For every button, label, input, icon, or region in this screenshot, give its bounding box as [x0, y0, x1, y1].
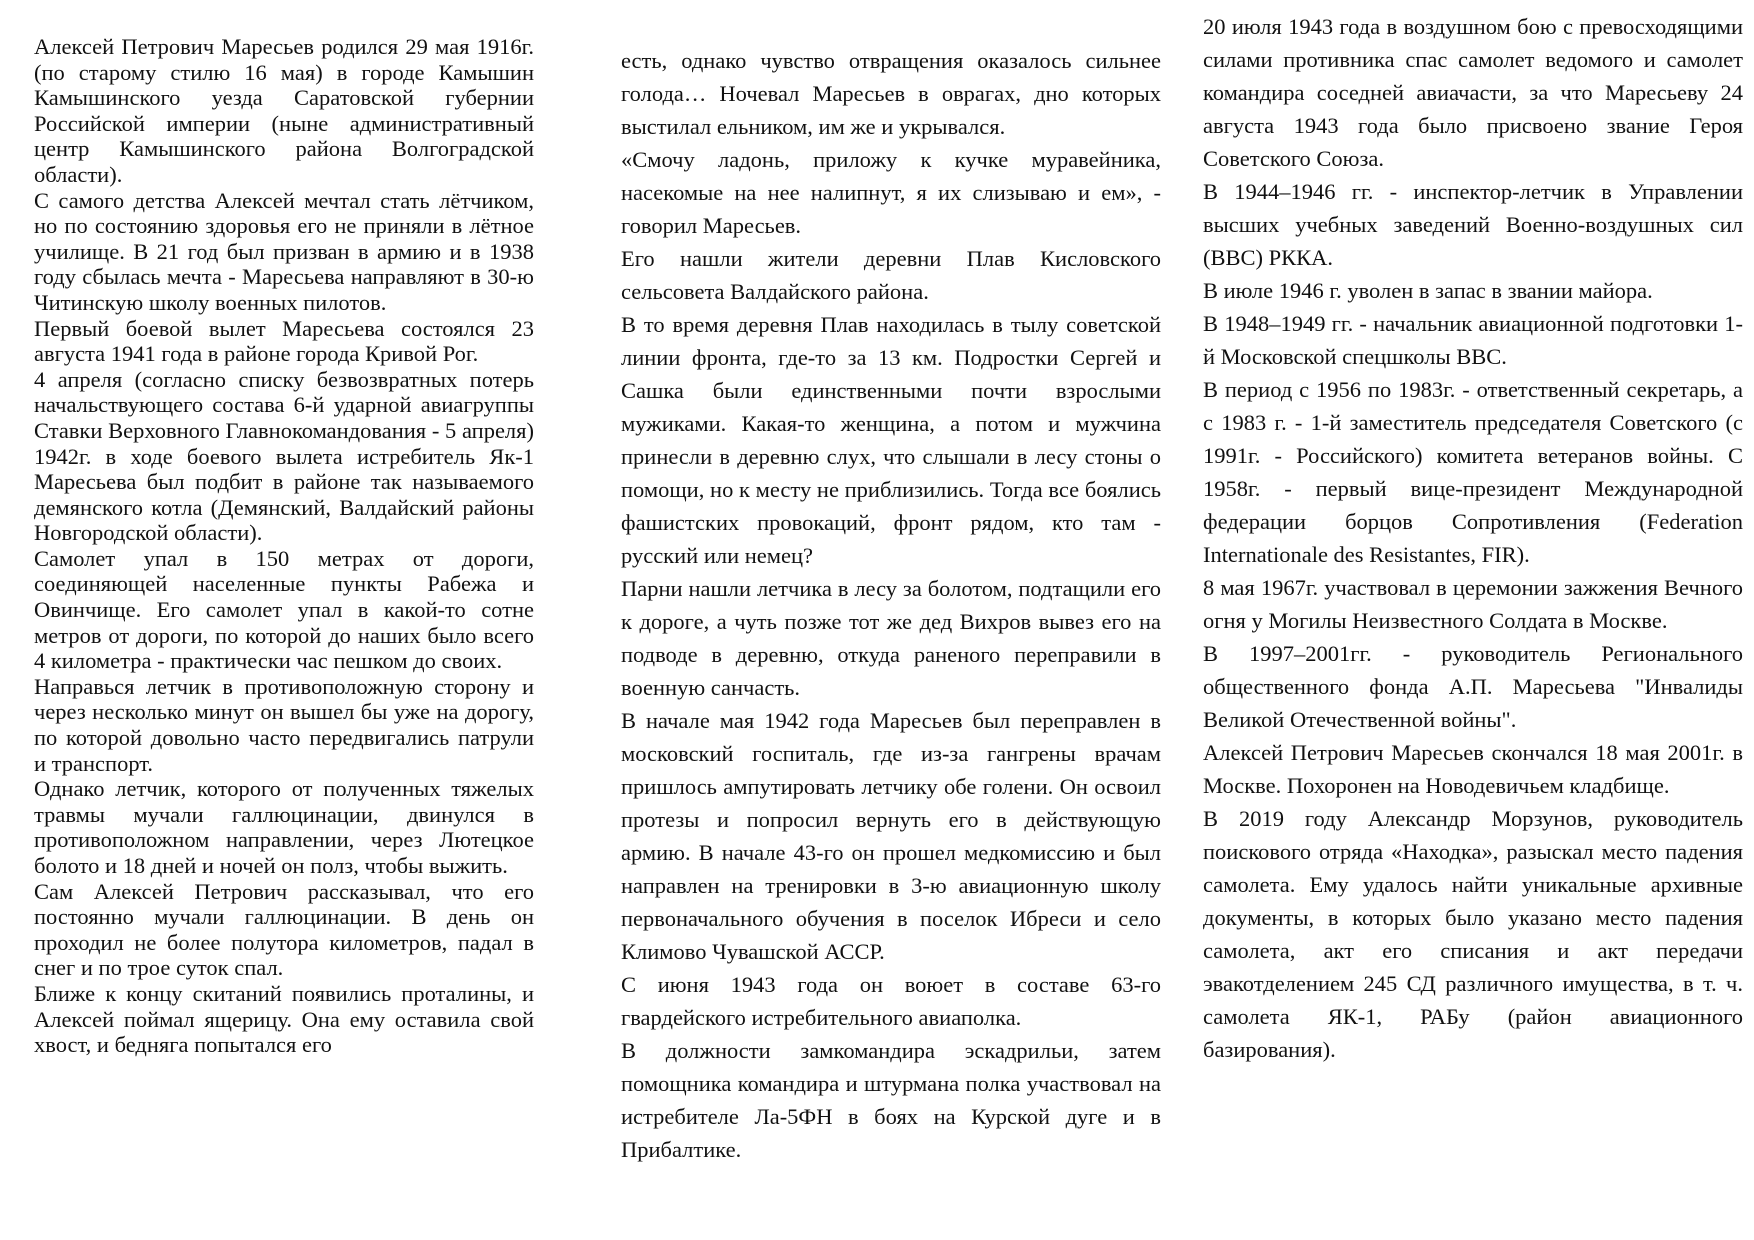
paragraph: В 2019 году Александр Морзунов, руководитель поискового отряда «Находка», разыскал место падения самолета. Ему удалось найти уникальные архивные документы, в которых было указано место падения самолета, акт его списания и акт передачи эвакотделением 245 СД различного имущества, в т. ч. самолета ЯК-1, РАБу (район авиационного базирования). [1203, 806, 1743, 1062]
paragraph: В 1997–2001гг. - руководитель Регионального общественного фонда А.П. Маресьева "Инвалиды Великой Отечественной войны". [1203, 641, 1743, 732]
text-column-3 [1203, 10, 1743, 1066]
paragraph: Первый боевой вылет Маресьева состоялся 23 августа 1941 года в районе города Кривой Рог. [34, 315, 534, 367]
paragraph: 8 мая 1967г. участвовал в церемонии зажжения Вечного огня у Могилы Неизвестного Солдата в Москве. [1203, 575, 1743, 633]
paragraph: Самолет упал в 150 метрах от дороги, соединяющей населенные пункты Рабежа и Овинчище. Его самолет упал в какой-то сотне метров от дороги, по которой до наших было всего 4 километра - практически час пешком до своих. [34, 545, 534, 674]
text-column-2 [621, 44, 1161, 1166]
paragraph: В начале мая 1942 года Маресьев был переправлен в московский госпиталь, где из-за гангрены врачам пришлось ампутировать летчику обе голени. Он освоил протезы и попросил вернуть его в действующую армию. В начале 43-го он прошел медкомиссию и был направлен на тренировки в 3-ю авиационную школу первоначального обучения в поселок Ибреси и село Климово Чувашской АССР. [621, 708, 1161, 964]
paragraph: Однако летчик, которого от полученных тяжелых травмы мучали галлюцинации, двинулся в противоположном направлении, через Лютецкое болото и 18 дней и ночей он полз, чтобы выжить. [34, 776, 534, 878]
paragraph: есть, однако чувство отвращения оказалось сильнее голода… Ночевал Маресьев в оврагах, дно которых выстилал ельником, им же и укрывался. [621, 48, 1161, 139]
paragraph: В июле 1946 г. уволен в запас в звании майора. [1203, 278, 1653, 303]
paragraph: В 1944–1946 гг. - инспектор-летчик в Управлении высших учебных заведений Военно-воздушных сил (ВВС) РККА. [1203, 179, 1743, 270]
paragraph: Сам Алексей Петрович рассказывал, что его постоянно мучали галлюцинации. В день он проходил не более полутора километров, падал в снег и по трое суток спал. [34, 878, 534, 981]
paragraph: Алексей Петрович Маресьев скончался 18 мая 2001г. в Москве. Похоронен на Новодевичьем кладбище. [1203, 740, 1743, 798]
paragraph: 4 апреля (согласно списку безвозвратных потерь начальствующего состава 6-й ударной авиагруппы Ставки Верховного Главнокомандования - 5 апреля) 1942г. в ходе боевого вылета истребитель Як-1 Маресьева был подбит в районе так называемого демянского котла (Демянский, Валдайский районы Новгородской области). [34, 366, 534, 546]
paragraph: В должности замкомандира эскадрильи, затем помощника командира и штурмана полка участвовал на истребителе Ла-5ФН в боях на Курской дуге и в Прибалтике. [621, 1038, 1161, 1162]
paragraph: Парни нашли летчика в лесу за болотом, подтащили его к дороге, а чуть позже тот же дед Вихров вывез его на подводе в деревню, откуда раненого переправили в военную санчасть. [621, 576, 1161, 700]
paragraph: В то время деревня Плав находилась в тылу советской линии фронта, где-то за 13 км. Подростки Сергей и Сашка были единственными почти взрослыми мужиками. Какая-то женщина, а потом и мужчина принесли в деревню слух, что слышали в лесу стоны о помощи, но к месту не приблизились. Тогда все боялись фашистских провокаций, фронт рядом, кто там - русский или немец? [621, 312, 1161, 568]
paragraph: В период с 1956 по 1983г. - ответственный секретарь, а с 1983 г. - 1-й заместитель председателя Советского (с 1991г. - Российского) комитета ветеранов войны. С 1958г. - первый вице-президент Международной федерации борцов Сопротивления (Federation Internationale des Resistantes, FIR). [1203, 377, 1743, 567]
paragraph: Ближе к концу скитаний появились проталины, и Алексей поймал ящерицу. Она ему оставила свой хвост, и бедняга попытался его [34, 980, 534, 1058]
text-column-1 [34, 34, 534, 1058]
paragraph: В 1948–1949 гг. - начальник авиационной подготовки 1-й Московской спецшколы ВВС. [1203, 311, 1743, 369]
paragraph: Направься летчик в противоположную сторону и через несколько минут он вышел бы уже на дорогу, по которой довольно часто передвигались патрули и транспорт. [34, 673, 534, 776]
paragraph: 20 июля 1943 года в воздушном бою с превосходящими силами противника спас самолет ведомого и самолет командира соседней авиачасти, за что Маресьеву 24 августа 1943 года было присвоено звание Героя Советского Союза. [1203, 14, 1743, 171]
paragraph: Его нашли жители деревни Плав Кисловского сельсовета Валдайского района. [621, 246, 1161, 304]
paragraph: Алексей Петрович Маресьев родился 29 мая 1916г. (по старому стилю 16 мая) в городе Камышин Камышинского уезда Саратовской губернии Российской империи (ныне административный центр Камышинского района Волгоградской области). [34, 34, 534, 187]
paragraph: С самого детства Алексей мечтал стать лётчиком, но по состоянию здоровья его не приняли в лётное училище. В 21 год был призван в армию и в 1938 году сбылась мечта - Маресьева направляют в 30-ю Читинскую школу военных пилотов. [34, 187, 534, 315]
paragraph: С июня 1943 года он воюет в составе 63-го гвардейского истребительного авиаполка. [621, 972, 1161, 1030]
paragraph: «Смочу ладонь, приложу к кучке муравейника, насекомые на нее налипнут, я их слизываю и ем», - говорил Маресьев. [621, 147, 1161, 238]
